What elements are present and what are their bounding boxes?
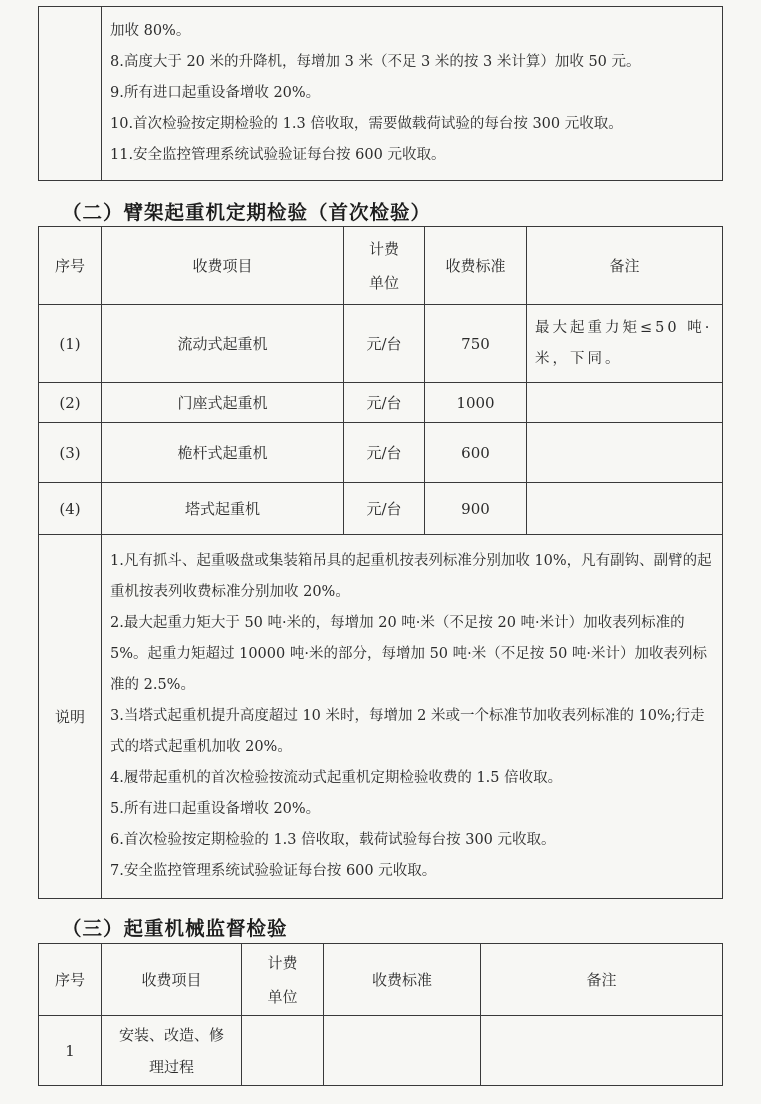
header-unit-line1: 计费 (267, 953, 298, 972)
row-seq: (1) (39, 305, 102, 383)
row-seq: (4) (39, 483, 102, 535)
row-item: 安装、改造、修理过程 (102, 1016, 242, 1086)
row-remark (527, 483, 723, 535)
row-seq: 1 (39, 1016, 102, 1086)
header-unit-line2: 单位 (267, 987, 298, 1006)
row-remark (527, 383, 723, 423)
section3-title: （三）起重机械监督检验 (62, 917, 288, 940)
notes-row (39, 535, 723, 899)
header-unit-line2: 单位 (368, 273, 399, 292)
top-left-cell (39, 7, 102, 181)
row-item: 流动式起重机 (102, 305, 344, 383)
row-standard: 1000 (425, 383, 527, 423)
row-standard: 750 (425, 305, 527, 383)
header-standard: 收费标准 (425, 227, 527, 305)
note-line: 11.安全监控管理系统试验验证每台按 600 元收取。 (110, 147, 446, 163)
header-seq: 序号 (39, 944, 102, 1016)
table-header-row (39, 944, 723, 1016)
top-notes-cell (102, 7, 723, 181)
table-row (39, 383, 723, 423)
row-item: 桅杆式起重机 (102, 423, 344, 483)
row-standard (324, 1016, 481, 1086)
note-line: 2.最大起重力矩大于 50 吨·米的，每增加 20 吨·米（不足按 20 吨·米计）加收表列标准的 5%。起重力矩超过 10000 吨·米的部分，每增加 50 吨·米（不足按 50 吨·米计）加收表列标准的 2.5%。 (110, 615, 708, 693)
section2-table (38, 226, 723, 899)
row-item: 门座式起重机 (102, 383, 344, 423)
header-standard: 收费标准 (324, 944, 481, 1016)
header-seq: 序号 (39, 227, 102, 305)
row-standard: 600 (425, 423, 527, 483)
row-item: 塔式起重机 (102, 483, 344, 535)
row-standard: 900 (425, 483, 527, 535)
row-remark (527, 423, 723, 483)
table-row (39, 1016, 723, 1086)
row-seq: (3) (39, 423, 102, 483)
table-row (39, 305, 723, 383)
header-unit (242, 944, 324, 1016)
row-unit (242, 1016, 324, 1086)
note-line: 9.所有进口起重设备增收 20%。 (110, 85, 321, 101)
row-unit: 元/台 (344, 483, 425, 535)
row-unit: 元/台 (344, 383, 425, 423)
note-line: 3.当塔式起重机提升高度超过 10 米时，每增加 2 米或一个标准节加收表列标准的 10%;行走式的塔式起重机加收 20%。 (110, 708, 705, 755)
header-item: 收费项目 (102, 227, 344, 305)
note-line: 6.首次检验按定期检验的 1.3 倍收取，载荷试验每台按 300 元收取。 (110, 832, 556, 848)
note-line: 10.首次检验按定期检验的 1.3 倍收取，需要做载荷试验的每台按 300 元收取。 (110, 116, 623, 132)
header-unit-line1: 计费 (368, 239, 399, 258)
header-unit (344, 227, 425, 305)
top-continuation-table (38, 6, 723, 181)
note-line: 加收 80%。 (110, 23, 191, 39)
notes-cell (102, 535, 723, 899)
note-line: 4.履带起重机的首次检验按流动式起重机定期检验收费的 1.5 倍收取。 (110, 770, 563, 786)
note-line: 1.凡有抓斗、起重吸盘或集装箱吊具的起重机按表列标准分别加收 10%，凡有副钩、副臂的起重机按表列收费标准分别加收 20%。 (110, 553, 712, 600)
section2-title: （二）臂架起重机定期检验（首次检验） (62, 201, 432, 224)
header-remark: 备注 (481, 944, 723, 1016)
row-seq: (2) (39, 383, 102, 423)
row-unit: 元/台 (344, 305, 425, 383)
header-remark: 备注 (527, 227, 723, 305)
row-remark (481, 1016, 723, 1086)
row-unit: 元/台 (344, 423, 425, 483)
notes-label: 说明 (39, 535, 102, 899)
row-remark: 最大起重力矩≤50 吨·米，下同。 (527, 305, 723, 383)
note-line: 7.安全监控管理系统试验验证每台按 600 元收取。 (110, 863, 437, 879)
table-row (39, 423, 723, 483)
note-line: 8.高度大于 20 米的升降机，每增加 3 米（不足 3 米的按 3 米计算）加收 50 元。 (110, 54, 641, 70)
header-item: 收费项目 (102, 944, 242, 1016)
table-header-row (39, 227, 723, 305)
section3-table (38, 943, 723, 1086)
note-line: 5.所有进口起重设备增收 20%。 (110, 801, 321, 817)
table-row (39, 483, 723, 535)
